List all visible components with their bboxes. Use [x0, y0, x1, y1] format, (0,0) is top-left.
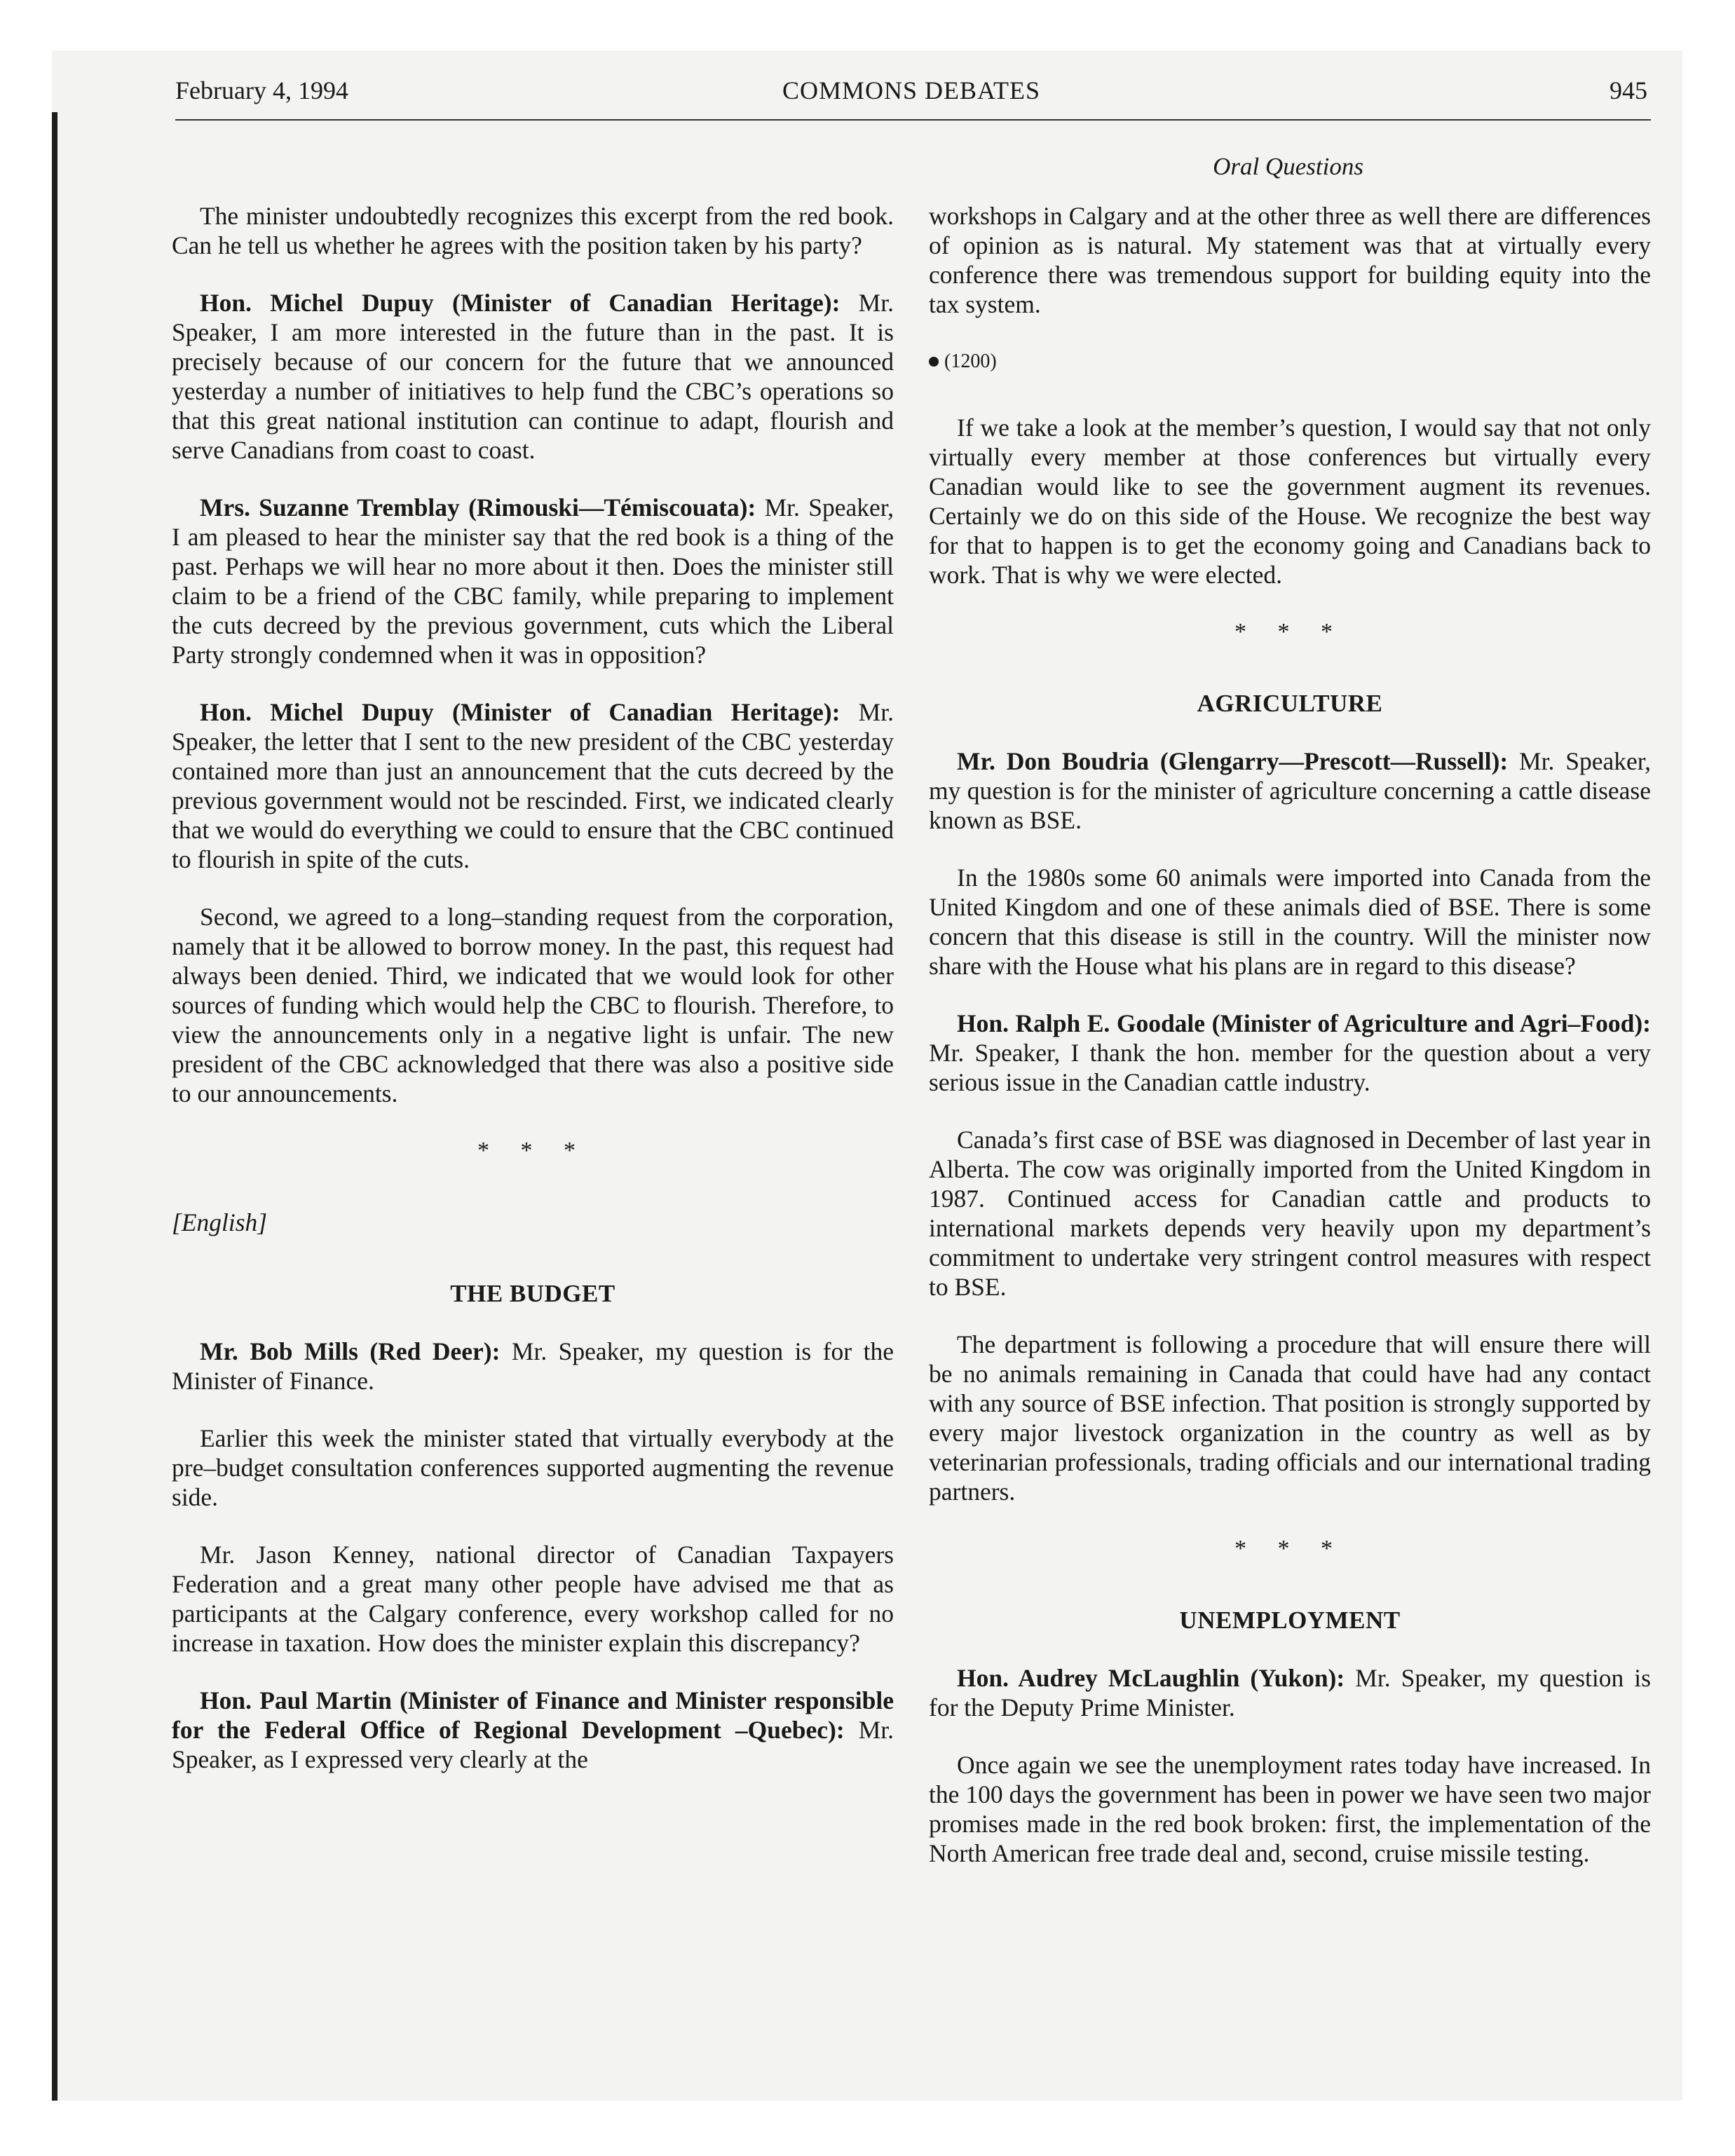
speech-text: Mr. Speaker, as I expressed very clearly at the: [172, 1716, 894, 1773]
speaker-name: Hon. Michel Dupuy (Minister of Canadian Heritage):: [200, 289, 841, 317]
timestamp: [929, 347, 1651, 376]
paragraph: [929, 1663, 1651, 1722]
paragraph: [172, 288, 894, 465]
speech-text: Mr. Speaker, my question is for the minister of agriculture concerning a cattle disease known as BSE.: [929, 747, 1652, 834]
right-column: [929, 201, 1651, 1896]
timestamp-text: (1200): [944, 350, 997, 372]
page-number: 945: [1610, 76, 1647, 104]
paragraph: [172, 1337, 894, 1396]
scan-edge-shadow: [52, 112, 57, 2101]
speech-text: Mr. Speaker, I am pleased to hear the minister say that the red book is a thing of the past. Perhaps we will hear no more about it then. Does the minister still claim to be a friend of the CBC family, while preparing to implement the cuts decreed by the previous government, cuts which the Liberal Party strongly condemned when it was in opposition?: [172, 493, 894, 669]
paragraph: The minister undoubtedly recognizes this excerpt from the red book. Can he tell us whether he agrees with the position taken by his party?: [172, 202, 894, 259]
section-separator: * * *: [1234, 619, 1345, 645]
paragraph: The department is following a procedure that will ensure there will be no animals remaining in Canada that could have had any contact with any source of BSE infection. That position is strongly supported by every major livestock organization in the country as well as by veterinarian professionals, trading officials and our international trading partners.: [929, 1330, 1651, 1506]
speaker-name: Hon. Ralph E. Goodale (Minister of Agriculture and Agri–Food):: [957, 1009, 1651, 1037]
paragraph: In the 1980s some 60 animals were imported into Canada from the United Kingdom and one of these animals died of BSE. There is some concern that this disease is still in the country. Will the minister now share with the House what his plans are in regard to this disease?: [929, 864, 1651, 980]
paragraph: Once again we see the unemployment rates today have increased. In the 100 days the government has been in power we have seen two major promises made in the red book broken: first, the implementation of the North American free trade deal and, second, cruise missile testing.: [929, 1751, 1651, 1867]
header-rule: [175, 119, 1651, 121]
bullet-icon: [929, 357, 939, 367]
paragraph: Canada’s first case of BSE was diagnosed in December of last year in Alberta. The cow was originally imported from the United Kingdom in 1987. Continued access for Canadian cattle and products to international markets depends very heavily upon my department’s commitment to undertake very stringent control measures with respect to BSE.: [929, 1126, 1651, 1301]
paragraph: Second, we agreed to a long–standing request from the corporation, namely that it be allowed to borrow money. In the past, this request had always been denied. Third, we indicated that we would look for other sources of funding which would help the CBC to flourish. Therefore, to view the announcements only in a negative light is unfair. The new president of the CBC acknowledged that there was also a positive side to our announcements.: [172, 903, 894, 1107]
speaker-name: Mr. Bob Mills (Red Deer):: [200, 1337, 501, 1365]
paragraph: [172, 493, 894, 669]
speaker-name: Hon. Audrey McLaughlin (Yukon):: [957, 1664, 1345, 1692]
left-column: [172, 201, 894, 1802]
speaker-name: Hon. Michel Dupuy (Minister of Canadian Heritage):: [200, 698, 841, 726]
section-heading-agriculture: AGRICULTURE: [1197, 690, 1383, 717]
paragraph: workshops in Calgary and at the other three as well there are differences of opinion as is natural. My statement was that at virtually every conference there was tremendous support for building equity into the tax system.: [929, 202, 1651, 318]
page-header: [175, 76, 1647, 115]
speech-text: Mr. Speaker, my question is for the Minister of Finance.: [172, 1337, 894, 1395]
section-heading-budget: THE BUDGET: [450, 1280, 615, 1307]
speech-text: Mr. Speaker, I thank the hon. member for the question about a very serious issue in the Canadian cattle industry.: [929, 1039, 1651, 1096]
speech-text: Mr. Speaker, the letter that I sent to the new president of the CBC yesterday contained more than just an announcement that the cuts decreed by the previous government would not be rescinded. First, we indicated clearly that we would do everything we could to ensure that the CBC continued to flourish in spite of the cuts.: [172, 698, 894, 873]
speech-text: Mr. Speaker, my question is for the Deputy Prime Minister.: [929, 1664, 1651, 1721]
speaker-name: Mrs. Suzanne Tremblay (Rimouski—Témiscouata):: [200, 493, 756, 521]
speaker-name: Hon. Paul Martin (Minister of Finance and Minister responsible for the Federal Office of Regional Development –Quebec):: [172, 1686, 894, 1744]
running-head: Oral Questions: [1213, 153, 1363, 180]
section-separator: * * *: [1234, 1536, 1345, 1562]
paragraph: [172, 1686, 894, 1774]
paragraph: [929, 746, 1651, 835]
speaker-name: Mr. Don Boudria (Glengarry—Prescott—Russell):: [957, 747, 1509, 775]
paragraph: [929, 1009, 1651, 1097]
section-separator: * * *: [477, 1138, 588, 1164]
paragraph: [172, 697, 894, 874]
header-date: February 4, 1994: [175, 76, 348, 104]
speech-text: Mr. Speaker, I am more interested in the future than in the past. It is precisely because of our concern for the future that we announced yesterday a number of initiatives to help fund the CBC’s operations so that this great national institution can continue to adapt, flourish and serve Canadians from coast to coast.: [172, 289, 894, 464]
section-heading-unemployment: UNEMPLOYMENT: [1179, 1606, 1401, 1634]
language-marker: [English]: [172, 1208, 268, 1236]
header-title: COMMONS DEBATES: [782, 76, 1041, 104]
paragraph: Mr. Jason Kenney, national director of Canadian Taxpayers Federation and a great many other people have advised me that as participants at the Calgary conference, every workshop called for no increase in taxation. How does the minister explain this discrepancy?: [172, 1541, 894, 1657]
paragraph: If we take a look at the member’s question, I would say that not only virtually every member at those conferences but virtually every Canadian would like to see the government augment its revenues. Certainly we do on this side of the House. We recognize the best way for that to happen is to get the economy going and Canadians back to work. That is why we were elected.: [929, 414, 1651, 589]
paragraph: Earlier this week the minister stated that virtually everybody at the pre–budget consultation conferences supported augmenting the revenue side.: [172, 1424, 894, 1511]
